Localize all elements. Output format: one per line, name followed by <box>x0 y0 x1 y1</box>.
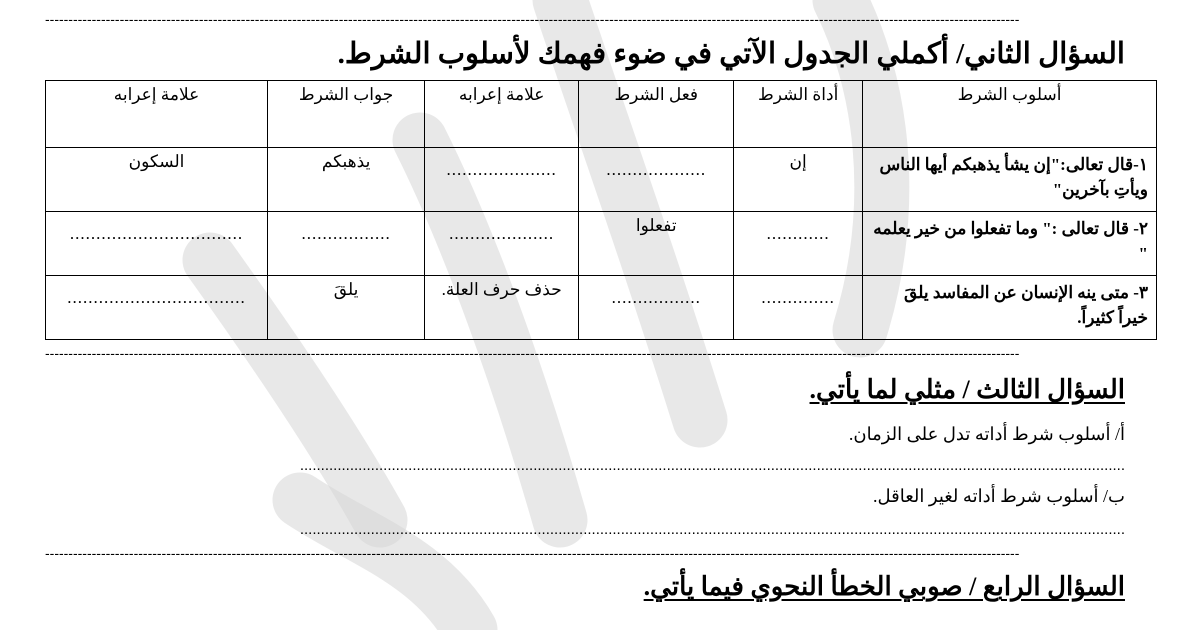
fill-blank[interactable]: ................... <box>606 160 707 179</box>
answer-line-b[interactable]: ...................................................................................................................................................................................................... <box>299 522 1125 537</box>
fill-blank[interactable]: .................... <box>449 224 555 243</box>
row-style: ٣- متى ينه الإنسان عن المفاسد يلقَ خيراً كثيراً. <box>863 276 1157 340</box>
answer-line-a[interactable]: ...................................................................................................................................................................................................... <box>299 458 1125 473</box>
header-style: أسلوب الشرط <box>863 81 1157 148</box>
separator-line: ----------------------------------------------------------------------------------------------------------------------------------------------------------------------------------------------------------------- <box>45 346 1020 360</box>
row-verb-sign[interactable] <box>425 212 579 276</box>
header-verb: فعل الشرط <box>579 81 734 148</box>
row-verb[interactable] <box>579 148 734 212</box>
row-tool[interactable] <box>734 212 863 276</box>
fill-blank[interactable]: ................. <box>611 288 701 307</box>
separator-line: ----------------------------------------------------------------------------------------------------------------------------------------------------------------------------------------------------------------- <box>45 12 1020 26</box>
row-answer: يلقَ <box>268 276 425 340</box>
row-verb: تفعلوا <box>579 212 734 276</box>
question-3-item-b: ب/ أسلوب شرط أداته لغير العاقل. <box>873 486 1125 506</box>
row-tool[interactable] <box>734 276 863 340</box>
question-3-title: السؤال الثالث / مثلي لما يأتي. <box>809 375 1125 404</box>
table-row <box>46 276 1157 340</box>
row-verb-sign: حذف حرف العلة. <box>425 276 579 340</box>
row-style: ٢- قال تعالى :" وما تفعلوا من خير يعلمه " <box>863 212 1157 276</box>
row-answer-sign[interactable] <box>46 212 268 276</box>
fill-blank[interactable]: ............ <box>766 224 830 243</box>
question-4-title: السؤال الرابع / صوبي الخطأ النحوي فيما يأتي. <box>643 572 1125 601</box>
table-row <box>46 212 1157 276</box>
header-answer: جواب الشرط <box>268 81 425 148</box>
row-verb-sign[interactable] <box>425 148 579 212</box>
watermark-stroke <box>300 500 470 630</box>
separator-line: ----------------------------------------------------------------------------------------------------------------------------------------------------------------------------------------------------------------- <box>45 546 1020 560</box>
question-2-title: السؤال الثاني/ أكملي الجدول الآتي في ضوء فهمك لأسلوب الشرط. <box>337 38 1125 70</box>
header-answer-sign: علامة إعرابه <box>46 81 268 148</box>
row-style: ١-قال تعالى:"إن يشأ يذهبكم أيها الناس ويأتِ بآخرين" <box>863 148 1157 212</box>
row-answer[interactable] <box>268 212 425 276</box>
fill-blank[interactable]: .................................. <box>67 288 246 307</box>
row-verb[interactable] <box>579 276 734 340</box>
table-header-row <box>46 81 1157 148</box>
row-answer-sign: السكون <box>46 148 268 212</box>
header-tool: أداة الشرط <box>734 81 863 148</box>
row-answer: يذهبكم <box>268 148 425 212</box>
condition-table <box>45 80 1157 340</box>
table-row <box>46 148 1157 212</box>
row-answer-sign[interactable] <box>46 276 268 340</box>
fill-blank[interactable]: .............. <box>761 288 835 307</box>
header-verb-sign: علامة إعرابه <box>425 81 579 148</box>
question-3-item-a: أ/ أسلوب شرط أداته تدل على الزمان. <box>848 424 1125 444</box>
fill-blank[interactable]: ..................... <box>446 160 557 179</box>
fill-blank[interactable]: ................. <box>301 224 391 243</box>
row-tool: إن <box>734 148 863 212</box>
fill-blank[interactable]: ................................. <box>69 224 244 243</box>
